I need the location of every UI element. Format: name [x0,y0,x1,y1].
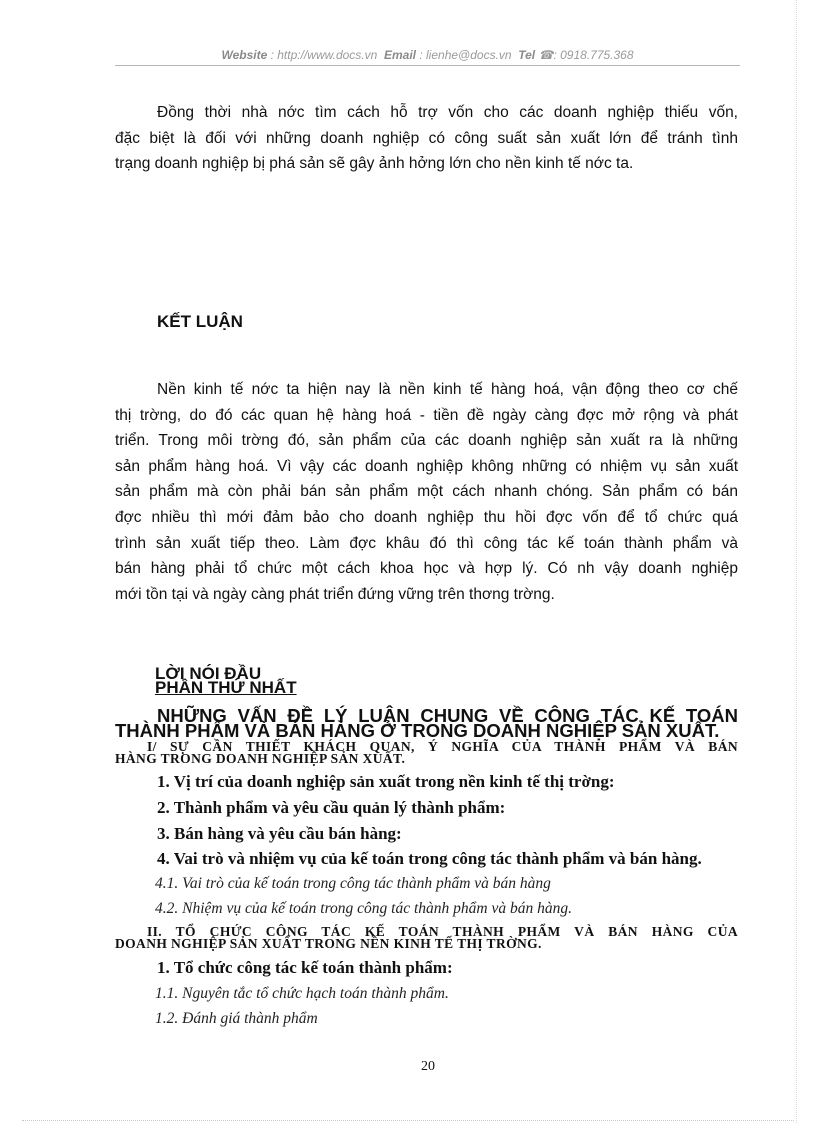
conclusion-line: trình sản xuất tiếp theo. Làm đợc khâu đó thì công tác kế toán thành phẩm và [115,534,738,552]
right-page-border [796,0,797,1123]
toc-item: 2. Thành phẩm và yêu cầu quản lý thành phẩm: [157,798,506,817]
toc-subitem: 1.1. Nguyên tắc tổ chức hạch toán thành phẩm. [155,985,449,1002]
bottom-page-border [22,1120,794,1121]
conclusion-paragraph [115,377,738,607]
tel-label: Tel [518,48,536,62]
intro-line: trạng doanh nghiệp bị phá sản sẽ gây ảnh hởng lớn cho nền kinh tế nớc ta. [115,155,634,173]
toc-part-one-title-line: THÀNH PHẨM VÀ BÁN HÀNG Ở TRONG DOANH NGHIỆP SẢN XUẤT. [115,720,720,741]
toc-subitem: 1.2. Đánh giá thành phẩm [155,1010,318,1027]
toc-subitem: 4.2. Nhiệm vụ của kế toán trong công tác thành phẩm và bán hàng. [155,900,573,917]
toc-part-one: PHẦN THỨ NHẤT [155,678,297,697]
toc-section-1 [115,741,738,765]
toc-item: 1. Tổ chức công tác kế toán thành phẩm: [157,958,453,977]
email-value: : lienhe@docs.vn [419,48,512,62]
email-label: Email [383,48,416,62]
toc-item: 3. Bán hàng và yêu cầu bán hàng: [157,824,402,843]
header-divider [115,65,740,66]
toc-section-2 [115,926,738,950]
toc-section-2-line: DOANH NGHIỆP SẢN XUẤT TRONG NỀN KINH TẾ THỊ TRỜNG. [115,936,542,951]
conclusion-line: mới tồn tại và ngày càng phát triển đứng vững trên thơng trờng. [115,585,555,603]
conclusion-line: đợc nhiều thì mới đảm bảo cho doanh nghiệp thu hồi đợc vốn để tổ chức quá [115,508,738,526]
toc-section-1-line: HÀNG TRONG DOANH NGHIỆP SẢN XUẤT. [115,751,406,766]
toc-item: 4. Vai trò và nhiệm vụ của kế toán trong công tác thành phẩm và bán hàng. [157,849,702,868]
conclusion-line: Nền kinh tế nớc ta hiện nay là nền kinh tế hàng hoá, vận động theo cơ chế [157,381,738,398]
toc-part-one-title [115,705,738,741]
toc-section-1-line: I/ SỰ CẦN THIẾT KHÁCH QUAN, Ý NGHĨA CỦA THÀNH PHẨM VÀ BÁN [147,739,738,754]
toc-item: 1. Vị trí của doanh nghiệp sản xuất trong nền kinh tế thị trờng: [157,772,615,791]
intro-line: đặc biệt là đối với những doanh nghiệp có công suất sản xuất lớn để tránh tình [115,129,738,147]
conclusion-line: sản phẩm mà còn phải bán sản phẩm một cách nhanh chóng. Sản phẩm có bán [115,483,738,501]
toc-preface: LỜI NÓI ĐẦU [155,664,262,683]
conclusion-line: triển. Trong môi trờng đó, sản phẩm của các doanh nghiệp sản xuất ra là những [115,432,738,450]
page-number: 20 [421,1059,435,1074]
conclusion-line: bán hàng phải tổ chức một cách khoa học và hợp lý. Có nh vậy doanh nghiệp [115,560,738,578]
website-value: : http://www.docs.vn [270,48,378,62]
toc-section-2-line: II. TỔ CHỨC CÔNG TÁC KẾ TOÁN THÀNH PHẨM VÀ BÁN HÀNG CỦA [147,924,738,939]
intro-paragraph [115,100,738,177]
phone-icon: ☎ [538,48,554,62]
intro-line: Đồng thời nhà nớc tìm cách hỗ trợ vốn cho các doanh nghiệp thiếu vốn, [157,104,738,121]
tel-value: : 0918.775.368 [553,48,634,62]
conclusion-line: sản phẩm hàng hoá. Vì vậy các doanh nghiệp không những có nhiệm vụ sản xuất [115,457,738,475]
toc-subitem: 4.1. Vai trò của kế toán trong công tác thành phẩm và bán hàng [155,875,551,892]
website-label: Website [221,48,268,62]
page-header [115,48,740,62]
conclusion-heading: KẾT LUẬN [157,312,243,331]
toc-part-one-title-line: NHỮNG VẤN ĐỀ LÝ LUẬN CHUNG VỀ CÔNG TÁC KẾ TOÁN [157,705,738,726]
conclusion-line: thị trờng, do đó các quan hệ hàng hoá - tiền đề ngày càng đợc mở rộng và phát [115,406,738,424]
